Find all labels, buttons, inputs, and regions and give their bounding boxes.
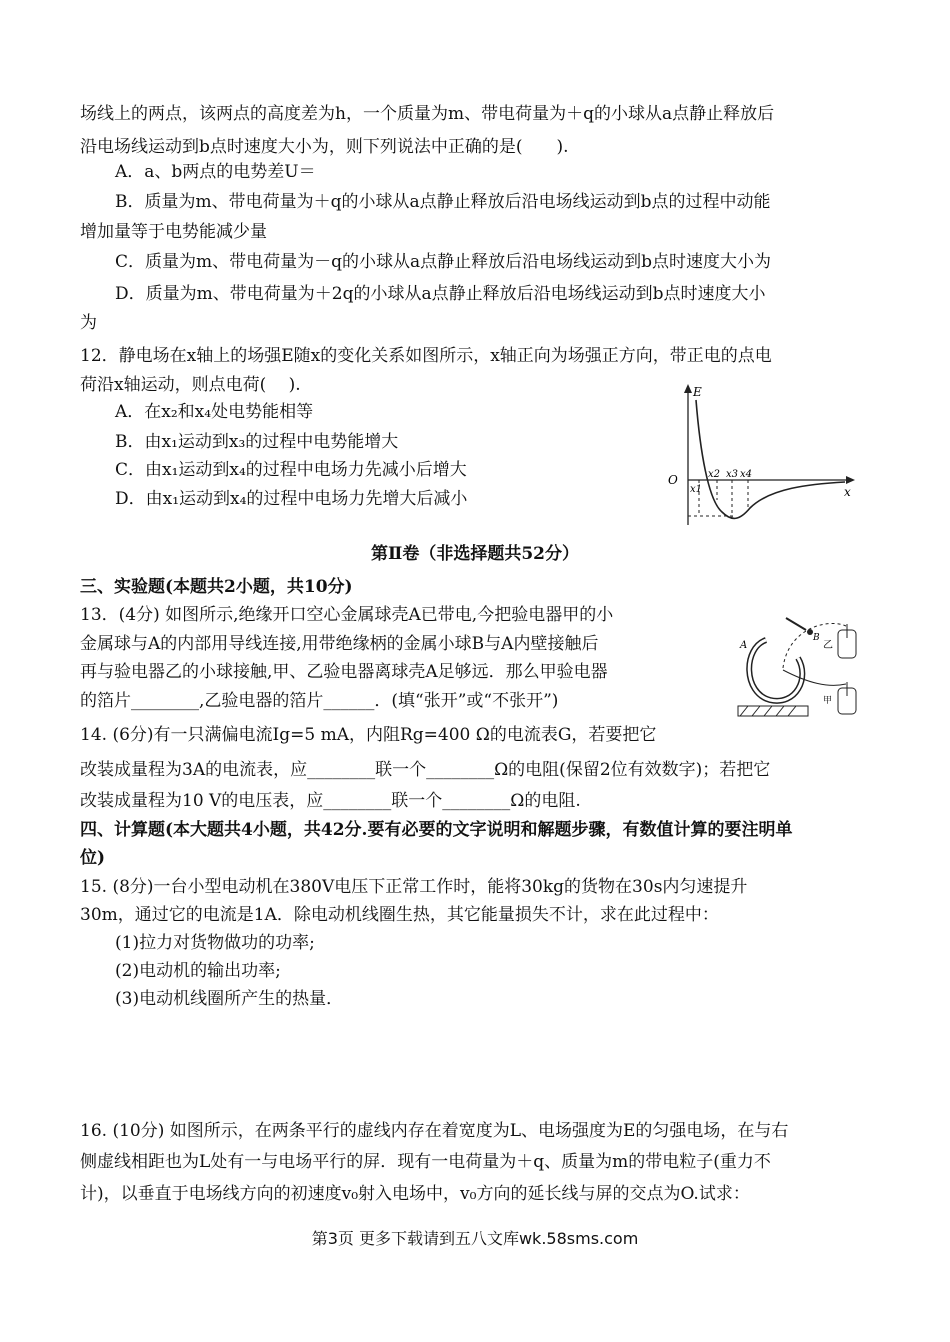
q12-option-a: A．在x₂和x₄处电势能相等 bbox=[115, 402, 314, 422]
label-jia: 甲 bbox=[823, 696, 833, 706]
q15-sub1: (1)拉力对货物做功的功率; bbox=[115, 933, 315, 953]
q11-line1: 场线上的两点，该两点的高度差为h，一个质量为m、带电荷量为＋q的小球从a点静止释放后 bbox=[80, 104, 775, 124]
q11-option-c: C．质量为m、带电荷量为－q的小球从a点静止释放后沿电场线运动到b点时速度大小为 bbox=[115, 252, 772, 272]
label-x4: x4 bbox=[740, 469, 753, 480]
q11-option-b-line2: 增加量等于电势能减少量 bbox=[80, 222, 267, 242]
q13-line4: 的箔片________,乙验电器的箔片______．(填“张开”或“不张开”) bbox=[80, 691, 559, 711]
electroscope-figure bbox=[728, 608, 868, 723]
q11-option-d-line2: 为 bbox=[80, 313, 97, 333]
q13-line1: 13．(4分) 如图所示,绝缘开口空心金属球壳A已带电,今把验电器甲的小 bbox=[80, 605, 614, 625]
e-curve bbox=[696, 400, 845, 518]
wire bbox=[783, 670, 846, 685]
q15-sub2: (2)电动机的输出功率; bbox=[115, 961, 281, 981]
label-a: A bbox=[740, 640, 748, 651]
q16-line3: 计)，以垂直于电场线方向的初速度v₀射入电场中，v₀方向的延长线与屏的交点为O.试求： bbox=[80, 1184, 750, 1204]
label-yi: 乙 bbox=[823, 640, 833, 651]
part2-title: 第Ⅱ卷（非选择题共52分） bbox=[371, 544, 579, 564]
q15-line2: 30m，通过它的电流是1A．除电动机线圈生热，其它能量损失不计，求在此过程中： bbox=[80, 905, 719, 925]
label-x: x bbox=[844, 485, 851, 499]
q14-line2: 改装成量程为3A的电流表，应________联一个________Ω的电阻(保留2位有效数字)；若把它 bbox=[80, 760, 771, 780]
q12-option-b: B．由x₁运动到x₃的过程中电势能增大 bbox=[115, 432, 399, 452]
q13-line3: 再与验电器乙的小球接触,甲、乙验电器离球壳A足够远．那么甲验电器 bbox=[80, 662, 608, 682]
section3-title: 三、实验题(本题共2小题，共10分) bbox=[80, 577, 353, 597]
label-e: E bbox=[693, 385, 702, 399]
q15-line1: 15. (8分)一台小型电动机在380V电压下正常工作时，能将30kg的货物在30s内匀速提升 bbox=[80, 877, 748, 897]
insulated-handle bbox=[786, 618, 806, 630]
page-footer: 第3页 更多下载请到五八文库wk.58sms.com bbox=[311, 1229, 639, 1248]
q12-option-d: D．由x₁运动到x₄的过程中电场力先增大后减小 bbox=[115, 489, 468, 509]
label-b: B bbox=[813, 633, 820, 643]
q11-option-b-line1: B．质量为m、带电荷量为＋q的小球从a点静止释放后沿电场线运动到b点的过程中动能 bbox=[115, 192, 771, 212]
section4-line1: 四、计算题(本大题共4小题，共42分.要有必要的文字说明和解题步骤，有数值计算的要注明单 bbox=[80, 820, 793, 840]
label-x3: x3 bbox=[726, 469, 739, 480]
x-axis-arrow bbox=[846, 476, 855, 484]
q11-line2: 沿电场线运动到b点时速度大小为，则下列说法中正确的是( ). bbox=[80, 137, 569, 157]
q11-option-d-line1: D．质量为m、带电荷量为＋2q的小球从a点静止释放后沿电场线运动到b点时速度大小 bbox=[115, 284, 766, 304]
label-x1: x1 bbox=[690, 484, 703, 495]
label-o: O bbox=[668, 473, 678, 487]
dashed-path bbox=[783, 623, 846, 668]
q14-line3: 改装成量程为10 V的电压表，应________联一个________Ω的电阻. bbox=[80, 791, 581, 811]
label-x2: x2 bbox=[708, 469, 721, 480]
e-axis-arrow bbox=[684, 384, 692, 393]
q16-line1: 16. (10分) 如图所示，在两条平行的虚线内存在着宽度为L、电场强度为E的匀强电场，在与右 bbox=[80, 1121, 789, 1141]
q16-line2: 侧虚线相距也为L处有一与电场平行的屏．现有一电荷量为＋q、质量为m的带电粒子(重力不 bbox=[80, 1152, 771, 1172]
e-x-graph-figure bbox=[660, 380, 860, 530]
stand-base bbox=[738, 706, 808, 716]
q11-option-a: A．a、b两点的电势差U＝ bbox=[115, 162, 316, 182]
section4-line2: 位) bbox=[80, 848, 106, 868]
q13-line2: 金属球与A的内部用导线连接,用带绝缘柄的金属小球B与A内壁接触后 bbox=[80, 634, 599, 654]
q12-option-c: C．由x₁运动到x₄的过程中电场力先减小后增大 bbox=[115, 460, 467, 480]
q15-sub3: (3)电动机线圈所产生的热量． bbox=[115, 989, 344, 1009]
q14-line1: 14. (6分)有一只满偏电流Ig=5 mA，内阻Rg=400 Ω的电流表G，若要把它 bbox=[80, 725, 657, 745]
q12-line1: 12．静电场在x轴上的场强E随x的变化关系如图所示，x轴正向为场强正方向，带正电的点电 bbox=[80, 346, 772, 366]
q12-line2: 荷沿x轴运动，则点电荷( ). bbox=[80, 375, 301, 395]
